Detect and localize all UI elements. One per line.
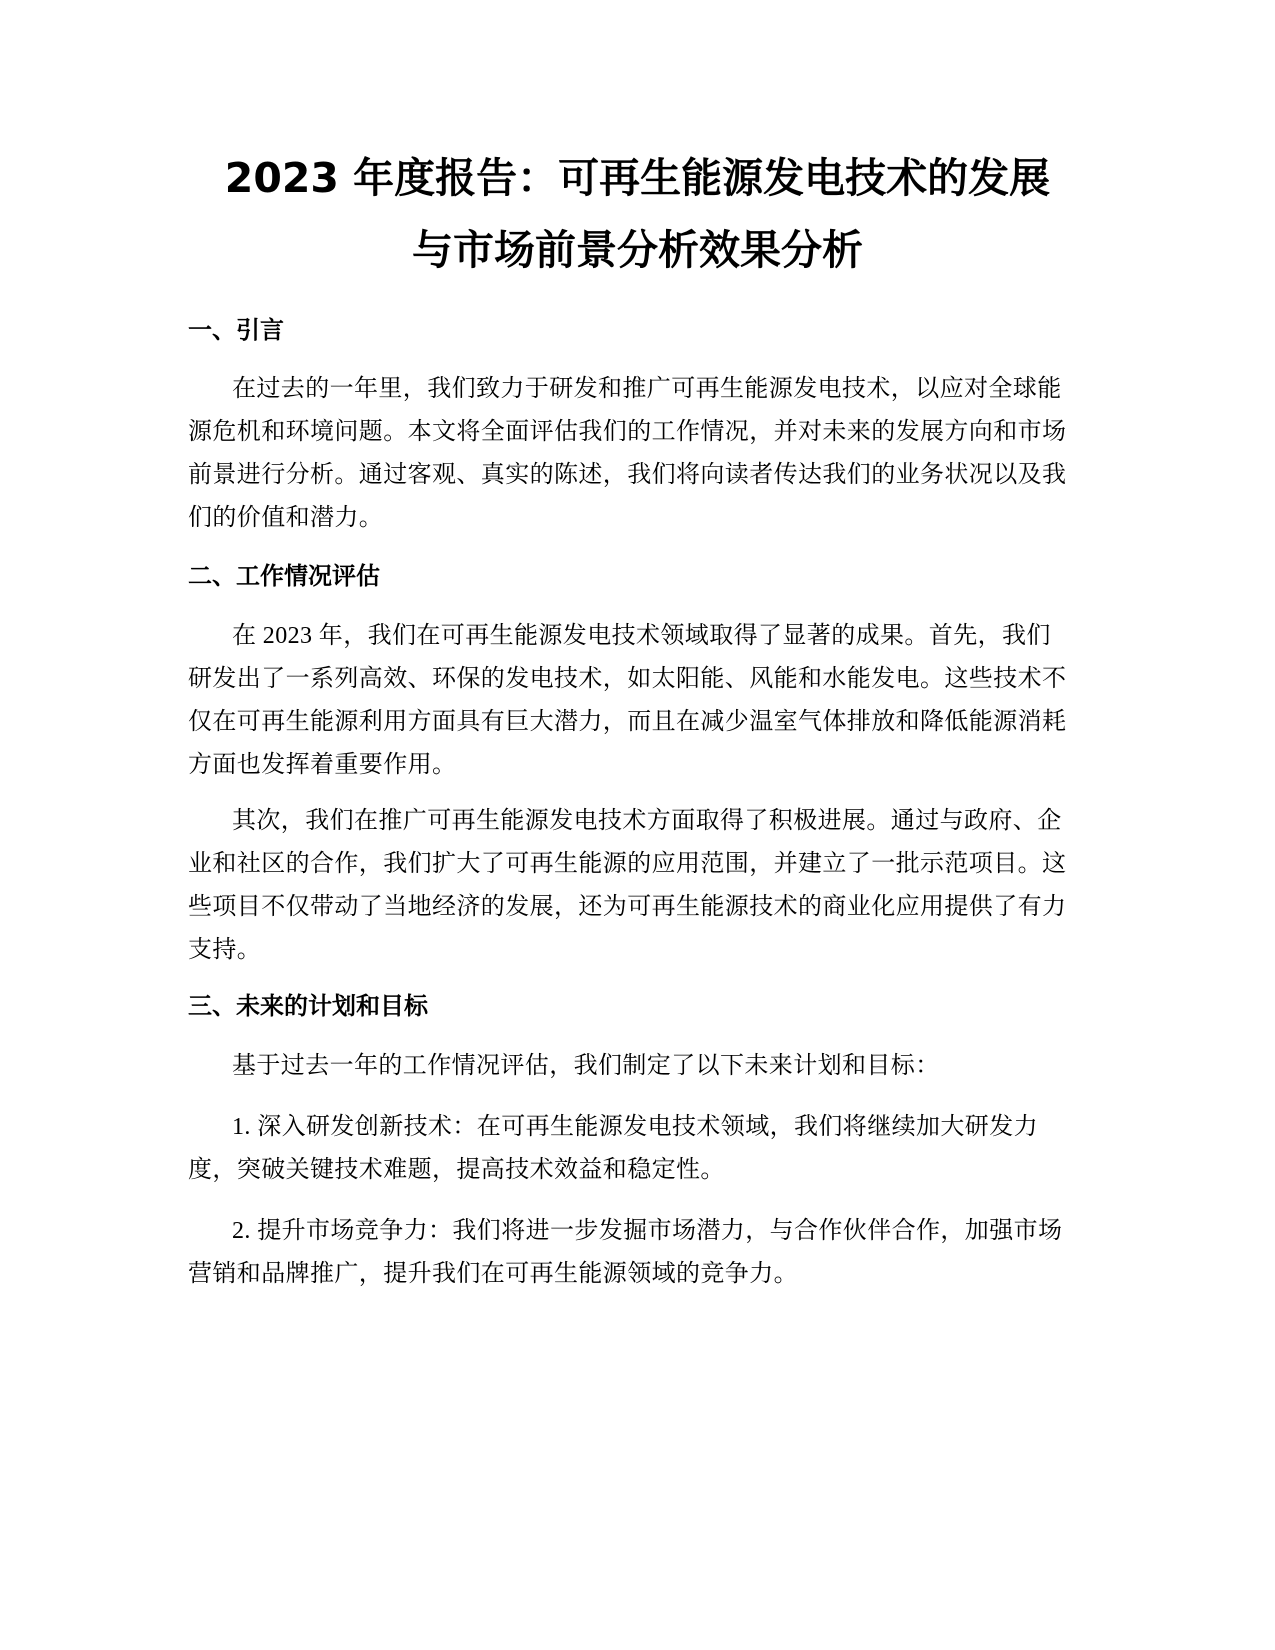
text-line: 源危机和环境问题。本文将全面评估我们的工作情况，并对未来的发展方向和市场: [188, 419, 1067, 445]
paragraph-plans-intro: [188, 1045, 1088, 1088]
text-line: 度，突破关键技术难题，提高技术效益和稳定性。: [188, 1157, 725, 1183]
list-item-plan-1: [188, 1106, 1088, 1192]
paragraph-promotion: [188, 800, 1088, 972]
title-line: 与市场前景分析效果分析: [412, 226, 863, 274]
paragraph-introduction: [188, 368, 1088, 540]
paragraph-achievements: [188, 615, 1088, 787]
text-line: 业和社区的合作，我们扩大了可再生能源的应用范围，并建立了一批示范项目。这: [188, 851, 1067, 877]
text-line: 些项目不仅带动了当地经济的发展，还为可再生能源技术的商业化应用提供了有力: [188, 894, 1067, 920]
text-line: 方面也发挥着重要作用。: [188, 752, 457, 778]
list-item-plan-2: [188, 1210, 1088, 1296]
text-line: 基于过去一年的工作情况评估，我们制定了以下未来计划和目标：: [232, 1053, 940, 1079]
text-line: 们的价值和潜力。: [188, 505, 384, 531]
text-line: 1. 深入研发创新技术：在可再生能源发电技术领域，我们将继续加大研发力: [232, 1114, 1038, 1140]
text-line: 其次，我们在推广可再生能源发电技术方面取得了积极进展。通过与政府、企: [232, 808, 1062, 834]
text-line: 仅在可再生能源利用方面具有巨大潜力，而且在减少温室气体排放和降低能源消耗: [188, 709, 1067, 735]
section-heading-future-plans: 三、未来的计划和目标: [188, 992, 428, 1020]
text-line: 支持。: [188, 937, 262, 963]
document-title: [150, 142, 1125, 286]
text-line: 2. 提升市场竞争力：我们将进一步发掘市场潜力，与合作伙伴合作，加强市场: [232, 1218, 1063, 1244]
text-line: 在过去的一年里，我们致力于研发和推广可再生能源发电技术，以应对全球能: [232, 376, 1062, 402]
section-heading-work-evaluation: 二、工作情况评估: [188, 562, 380, 590]
text-line: 研发出了一系列高效、环保的发电技术，如太阳能、风能和水能发电。这些技术不: [188, 666, 1067, 692]
text-line: 在 2023 年，我们在可再生能源发电技术领域取得了显著的成果。首先，我们: [232, 623, 1051, 649]
title-line: 2023 年度报告：可再生能源发电技术的发展: [224, 154, 1051, 202]
section-heading-introduction: 一、引言: [188, 316, 284, 344]
text-line: 前景进行分析。通过客观、真实的陈述，我们将向读者传达我们的业务状况以及我: [188, 462, 1067, 488]
text-line: 营销和品牌推广，提升我们在可再生能源领域的竞争力。: [188, 1261, 798, 1287]
